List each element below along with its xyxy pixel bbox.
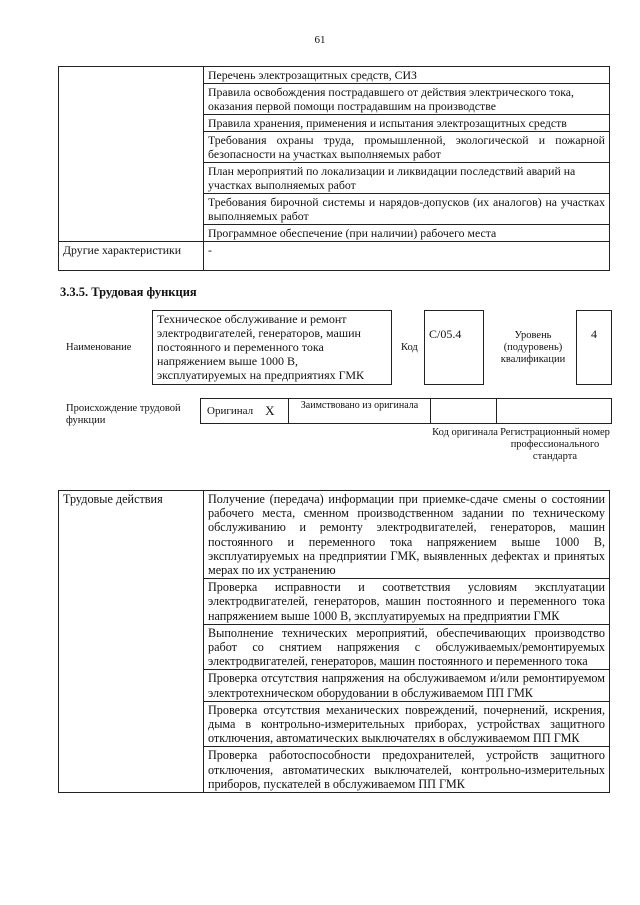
- original-cell: [201, 399, 289, 423]
- function-name-value: Техническое обслуживание и ремонт электродвигателей, генераторов, машин постоянного и переменного тока напряжением выше 1000 В, эксплуатируемых на предприятиях ГМК: [152, 310, 392, 385]
- table-row: [59, 491, 610, 579]
- table-cell: Выполнение технических мероприятий, обеспечивающих производство работ со снятием напряжения с обслуживаемых/ремонтируемых электродвигателей, генераторов, машин постоянного и переменного тока: [204, 624, 610, 670]
- function-code-value: С/05.4: [424, 310, 484, 385]
- table-row: [59, 67, 610, 84]
- original-label: Оригинал: [207, 405, 254, 417]
- knowledge-table: [58, 66, 610, 271]
- original-code-cell: [431, 399, 497, 423]
- page-number: 61: [314, 34, 326, 46]
- code-of-original-caption: Код оригинала: [432, 427, 498, 438]
- table-cell: Получение (передача) информации при приемке-сдаче смены о состоянии рабочего места, сменном производственном задании по техническому обслуживанию и ремонту электродвигателей, генераторов, машин постоянного и переменного тока напряжением выше 1000 В, эксплуатируемых на предприятии ГМК, выявленных дефектах и принятых мерах по их устранению: [204, 491, 610, 579]
- table-cell: Требования охраны труда, промышленной, экологической и пожарной безопасности на участках выполняемых работ: [204, 132, 610, 163]
- origin-row: [200, 398, 612, 424]
- labor-actions-table: [58, 490, 610, 793]
- section-title: 3.3.5. Трудовая функция: [60, 285, 197, 299]
- table-cell: Требования бирочной системы и нарядов-допусков (их аналогов) на участках выполняемых работ: [204, 194, 610, 225]
- borrowed-cell: Заимствовано из оригинала: [289, 399, 431, 423]
- original-mark: X: [265, 403, 275, 418]
- table-cell: Перечень электрозащитных средств, СИЗ: [204, 67, 610, 84]
- table-cell: План мероприятий по локализации и ликвидации последствий аварий на участках выполняемых работ: [204, 163, 610, 194]
- table-cell: Правила хранения, применения и испытания электрозащитных средств: [204, 115, 610, 132]
- reg-number-caption: Регистрационный номер профессионального стандарта: [500, 427, 610, 462]
- qualification-level-label: Уровень (подуровень) квалификации: [500, 330, 566, 365]
- other-characteristics-label: Другие характеристики: [59, 242, 204, 271]
- table-cell: Проверка исправности и соответствия условиям эксплуатации электродвигателей, генераторов, машин постоянного и переменного тока напряжением выше 1000 В, эксплуатируемых на предприятии ГМК: [204, 579, 610, 625]
- qualification-level-value: 4: [576, 310, 612, 385]
- table-cell: Правила освобождения пострадавшего от действия электрического тока, оказания первой помощи пострадавшим на производстве: [204, 84, 610, 115]
- name-label: Наименование: [66, 342, 132, 353]
- table-cell: Проверка отсутствия напряжения на обслуживаемом и/или ремонтируемом электротехническом оборудовании в обслуживаемом ПП ГМК: [204, 670, 610, 701]
- reg-number-cell: [497, 399, 611, 423]
- origin-label: Происхождение трудовой функции: [66, 403, 181, 426]
- table-cell: Проверка отсутствия механических повреждений, почернений, искрения, дыма в контрольно-измерительных приборах, устройствах защитного отключения, автоматических выключателях в обслуживаемом ПП ГМК: [204, 701, 610, 747]
- table-cell: Проверка работоспособности предохранителей, устройств защитного отключения, автоматических выключателей, контрольно-измерительных приборов, пускателей в обслуживаемом ПП ГМК: [204, 747, 610, 793]
- table-row: [59, 242, 610, 271]
- labor-actions-label: Трудовые действия: [59, 491, 204, 793]
- other-characteristics-value: -: [204, 242, 610, 271]
- empty-label-cell: [59, 67, 204, 242]
- table-cell: Программное обеспечение (при наличии) рабочего места: [204, 225, 610, 242]
- code-label: Код: [401, 342, 418, 353]
